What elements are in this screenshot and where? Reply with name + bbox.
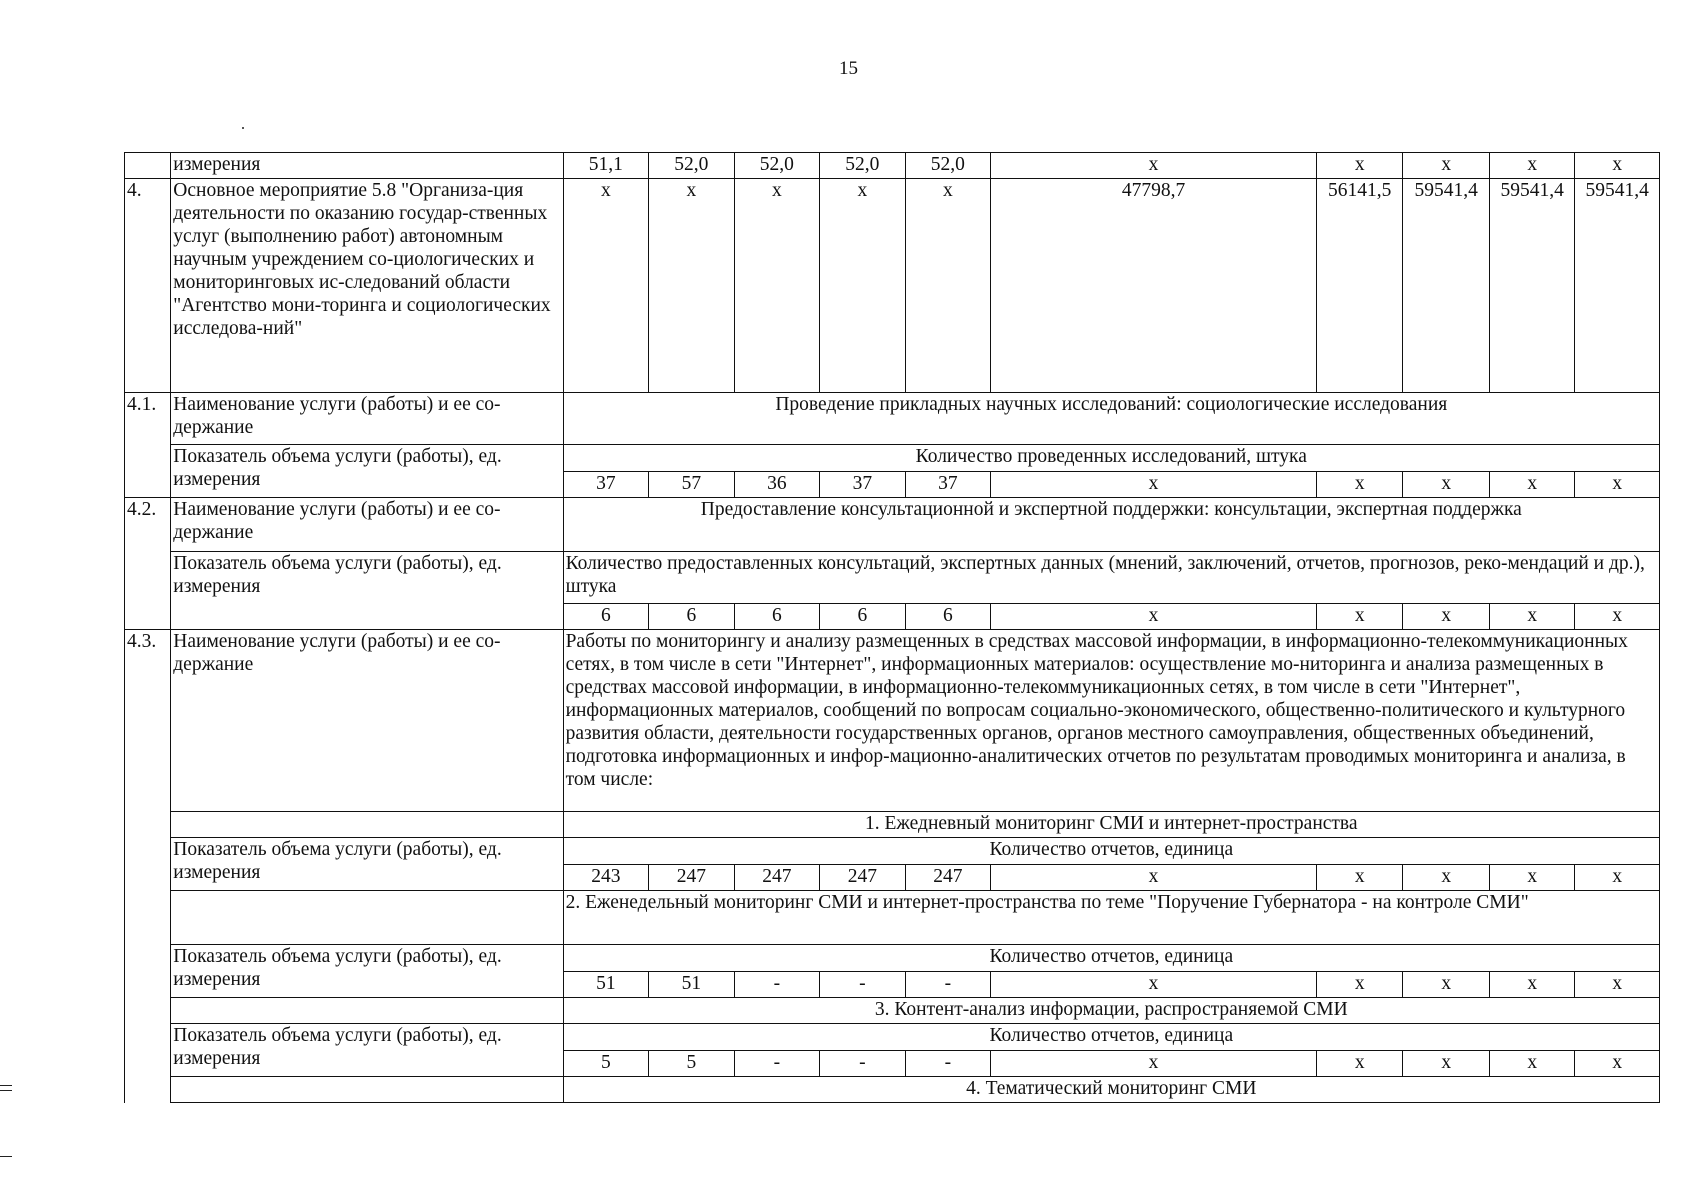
value-cell: х xyxy=(991,972,1317,998)
scan-speck xyxy=(242,127,244,129)
empty-cell xyxy=(171,812,563,838)
service-label: Наименование услуги (работы) и ее со-держание xyxy=(171,630,563,812)
margin-marks xyxy=(0,1085,12,1195)
table-row xyxy=(125,393,1660,445)
value-cell: х xyxy=(1316,1051,1403,1077)
value-cell: - xyxy=(734,1051,820,1077)
program-table xyxy=(124,152,1660,1103)
value-cell: 6 xyxy=(820,604,906,630)
value-cell: х xyxy=(1403,472,1490,498)
value-cell: х xyxy=(734,179,820,393)
value-cell: х xyxy=(1575,604,1660,630)
table-row xyxy=(125,838,1660,865)
indicator-label: Показатель объема услуги (работы), ед. измерения xyxy=(171,445,563,498)
value-cell: х xyxy=(991,153,1317,179)
value-cell: 37 xyxy=(905,472,991,498)
value-cell: 59541,4 xyxy=(1489,179,1575,393)
value-cell: - xyxy=(820,1051,906,1077)
value-cell: 247 xyxy=(734,865,820,891)
value-cell: х xyxy=(1575,1051,1660,1077)
value-cell: 56141,5 xyxy=(1316,179,1403,393)
value-cell: х xyxy=(1575,153,1660,179)
value-cell: х xyxy=(563,179,649,393)
table-row xyxy=(125,945,1660,972)
value-cell: 243 xyxy=(563,865,649,891)
value-cell: 59541,4 xyxy=(1575,179,1660,393)
value-cell: 6 xyxy=(905,604,991,630)
subsection-title: 2. Еженедельный мониторинг СМИ и интернет-пространства по теме "Поручение Губернатора - на контроле СМИ" xyxy=(563,891,1659,945)
value-cell: х xyxy=(820,179,906,393)
value-cell: 52,0 xyxy=(820,153,906,179)
value-cell: 36 xyxy=(734,472,820,498)
value-cell: х xyxy=(1489,972,1575,998)
service-label: Наименование услуги (работы) и ее со-держание xyxy=(171,498,563,552)
value-cell: 247 xyxy=(905,865,991,891)
row-number-cell: 4. xyxy=(125,179,171,393)
table-row xyxy=(125,812,1660,838)
value-cell: 57 xyxy=(649,472,735,498)
empty-cell xyxy=(171,891,563,945)
empty-cell xyxy=(171,1077,563,1103)
row-number-cell: 4.1. xyxy=(125,393,171,498)
value-cell: х xyxy=(991,604,1317,630)
indicator-label: Показатель объема услуги (работы), ед. измерения xyxy=(171,838,563,891)
indicator-description: Количество проведенных исследований, штука xyxy=(563,445,1659,472)
value-cell: - xyxy=(820,972,906,998)
value-cell: х xyxy=(1403,972,1490,998)
value-cell: х xyxy=(1316,865,1403,891)
value-cell: 37 xyxy=(563,472,649,498)
value-cell: 52,0 xyxy=(649,153,735,179)
service-description: Проведение прикладных научных исследований: социологические исследования xyxy=(563,393,1659,445)
activity-name: Основное мероприятие 5.8 "Организа-ция деятельности по оказанию государ-ственных услуг (выполнению работ) автономным научным учреждением со-циологических и мониторинговых ис-следований области "Агентство мони-торинга и социологических исследова-ний" xyxy=(171,179,563,393)
indicator-description: Количество отчетов, единица xyxy=(563,945,1659,972)
row-number-cell: 4.2. xyxy=(125,498,171,630)
value-cell: х xyxy=(905,179,991,393)
value-cell: х xyxy=(1575,865,1660,891)
row-number-cell xyxy=(125,153,171,179)
value-cell: х xyxy=(1403,865,1490,891)
table-row xyxy=(125,498,1660,552)
value-cell: х xyxy=(1403,153,1490,179)
value-cell: х xyxy=(1489,153,1575,179)
value-cell: х xyxy=(991,1051,1317,1077)
page-number: 15 xyxy=(839,58,858,79)
table-row xyxy=(125,1024,1660,1051)
indicator-description: Количество предоставленных консультаций, экспертных данных (мнений, заключений, отчетов, прогнозов, реко-мендаций и др.), штука xyxy=(563,552,1659,604)
value-cell: 5 xyxy=(563,1051,649,1077)
value-cell: х xyxy=(1575,472,1660,498)
value-cell: х xyxy=(1489,472,1575,498)
table-row xyxy=(125,891,1660,945)
value-cell: 5 xyxy=(649,1051,735,1077)
value-cell: 52,0 xyxy=(905,153,991,179)
value-cell: х xyxy=(991,472,1317,498)
value-cell: 6 xyxy=(734,604,820,630)
value-cell: х xyxy=(1489,865,1575,891)
row-number-cell: 4.3. xyxy=(125,630,171,1103)
value-cell: х xyxy=(1316,472,1403,498)
value-cell: 247 xyxy=(820,865,906,891)
table-row xyxy=(125,445,1660,472)
indicator-label: Показатель объема услуги (работы), ед. измерения xyxy=(171,1024,563,1077)
value-cell: х xyxy=(1316,153,1403,179)
table-row xyxy=(125,630,1660,812)
value-cell: х xyxy=(1575,972,1660,998)
value-cell: х xyxy=(991,865,1317,891)
indicator-label: измерения xyxy=(171,153,563,179)
value-cell: 47798,7 xyxy=(991,179,1317,393)
value-cell: 59541,4 xyxy=(1403,179,1490,393)
value-cell: 37 xyxy=(820,472,906,498)
value-cell: х xyxy=(1489,1051,1575,1077)
value-cell: х xyxy=(1403,604,1490,630)
service-description: Предоставление консультационной и экспертной поддержки: консультации, экспертная поддержка xyxy=(563,498,1659,552)
value-cell: 52,0 xyxy=(734,153,820,179)
value-cell: - xyxy=(905,1051,991,1077)
value-cell: х xyxy=(1316,604,1403,630)
empty-cell xyxy=(171,998,563,1024)
subsection-title: 4. Тематический мониторинг СМИ xyxy=(563,1077,1659,1103)
indicator-description: Количество отчетов, единица xyxy=(563,838,1659,865)
subsection-title: 1. Ежедневный мониторинг СМИ и интернет-пространства xyxy=(563,812,1659,838)
table-row xyxy=(125,1077,1660,1103)
service-description: Работы по мониторингу и анализу размещенных в средствах массовой информации, в информационно-телекоммуникационных сетях, в том числе в сети "Интернет", информационных материалов: осуществление мо-ниторинга и анализа размещенных в средствах массовой информации, в информационно-телекоммуникационных сетях, в том числе в сети "Интернет", информационных материалов, сообщений по вопросам социально-экономического, общественно-политического и культурного развития области, деятельности государственных органов, органов местного самоуправления, общественных объединений, подготовка информационных и инфор-мационно-аналитических отчетов по результатам проводимых мониторинга и анализа, в том числе: xyxy=(563,630,1659,812)
value-cell: 247 xyxy=(649,865,735,891)
indicator-description: Количество отчетов, единица xyxy=(563,1024,1659,1051)
value-cell: - xyxy=(734,972,820,998)
value-cell: 6 xyxy=(563,604,649,630)
service-label: Наименование услуги (работы) и ее со-держание xyxy=(171,393,563,445)
table-row xyxy=(125,153,1660,179)
value-cell: - xyxy=(905,972,991,998)
table-row xyxy=(125,552,1660,604)
value-cell: 51,1 xyxy=(563,153,649,179)
value-cell: 51 xyxy=(649,972,735,998)
table-row xyxy=(125,998,1660,1024)
indicator-label: Показатель объема услуги (работы), ед. измерения xyxy=(171,552,563,630)
table-row xyxy=(125,179,1660,393)
value-cell: х xyxy=(1489,604,1575,630)
value-cell: 51 xyxy=(563,972,649,998)
value-cell: х xyxy=(1403,1051,1490,1077)
subsection-title: 3. Контент-анализ информации, распространяемой СМИ xyxy=(563,998,1659,1024)
value-cell: х xyxy=(649,179,735,393)
indicator-label: Показатель объема услуги (работы), ед. измерения xyxy=(171,945,563,998)
value-cell: х xyxy=(1316,972,1403,998)
value-cell: 6 xyxy=(649,604,735,630)
